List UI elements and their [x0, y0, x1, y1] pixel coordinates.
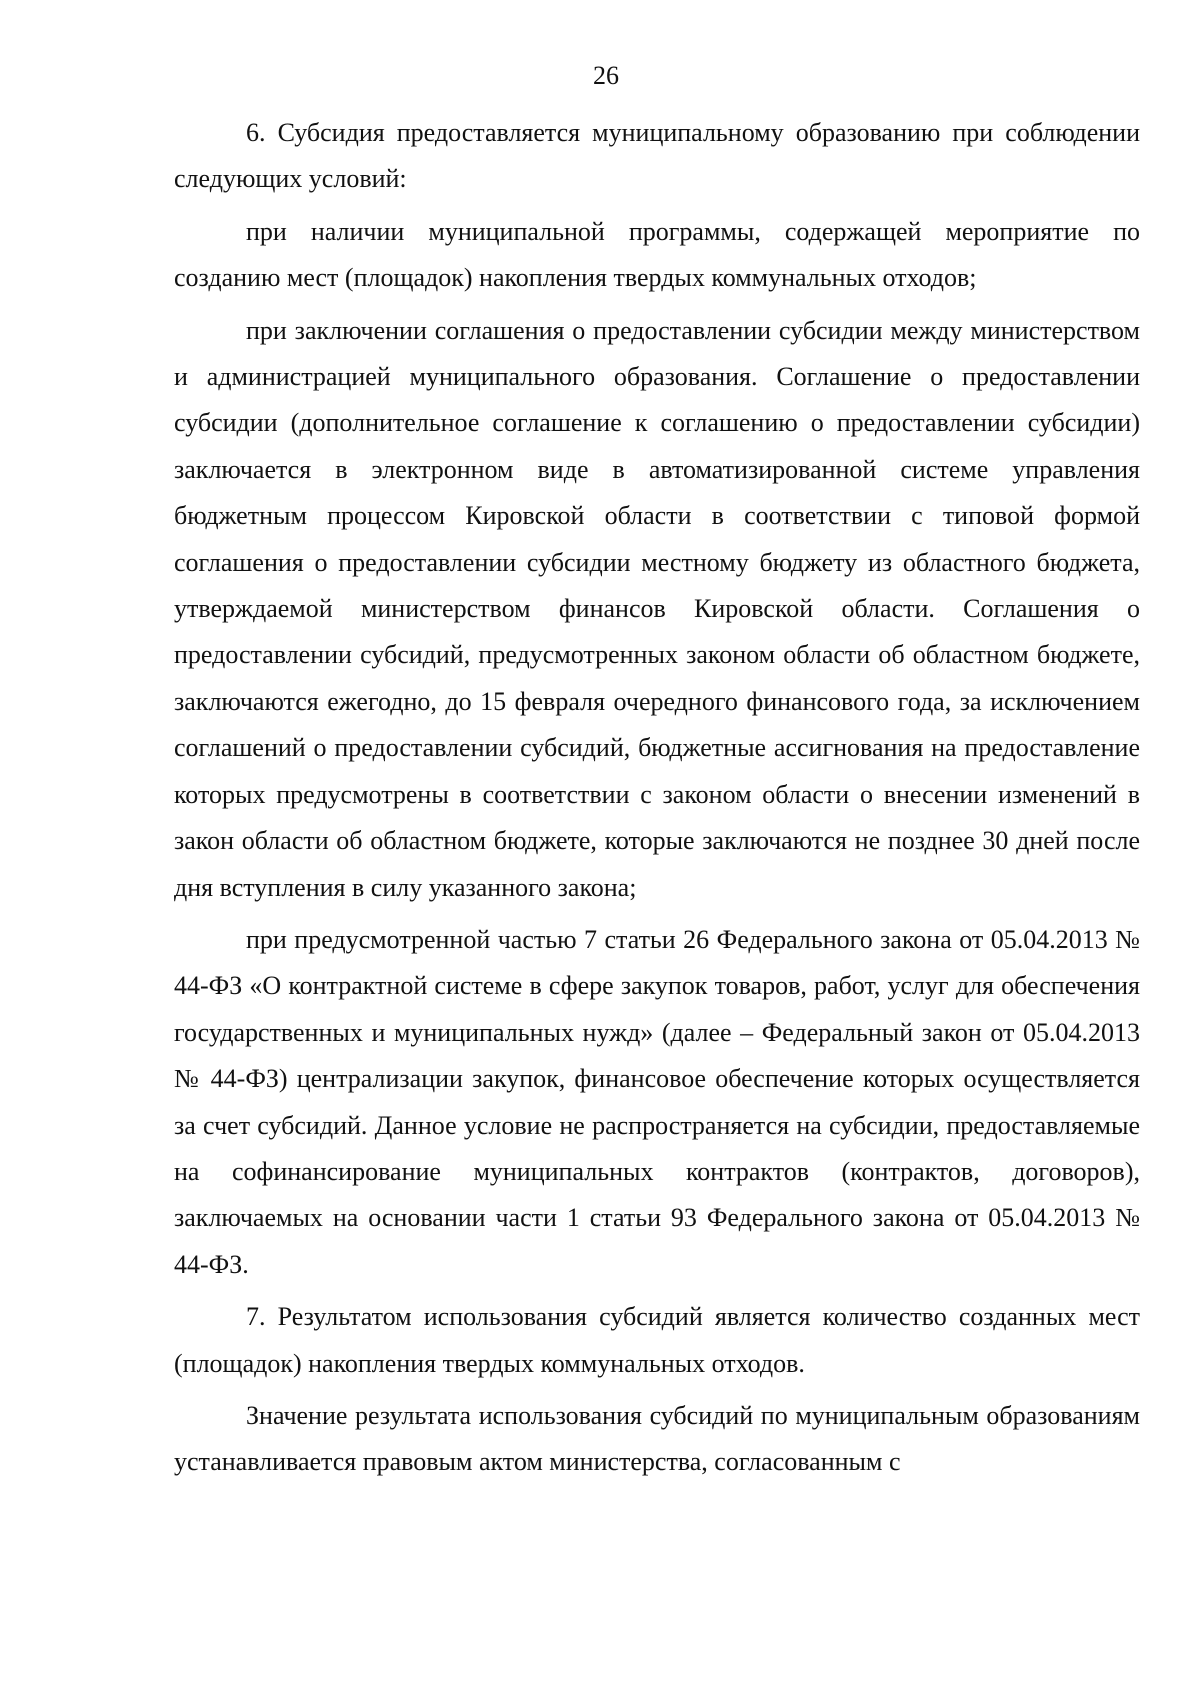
- paragraph-subsidy-conditions: 6. Субсидия предоставляется муниципальному образованию при соблюдении следующих условий:: [174, 118, 1140, 194]
- paragraph-agreement: при заключении соглашения о предоставлении субсидии между министерством и администрацией муниципального образования. Соглашение о предоставлении субсидии (дополнительное соглашение к соглашению о предоставлении субсидии) заключается в электронном виде в автоматизированной системе управления бюджетным процессом Кировской области в соответствии с типовой формой соглашения о предоставлении субсидии местному бюджету из областного бюджета, утверждаемой министерством финансов Кировской области. Соглашения о предоставлении субсидий, предусмотренных законом области об областном бюджете, заключаются ежегодно, до 15 февраля очередного финансового года, за исключением соглашений о предоставлении субсидий, бюджетные ассигнования на предоставление которых предусмотрены в соответствии с законом области о внесении изменений в закон области об областном бюджете, которые заключаются не позднее 30 дней после дня вступления в силу указанного закона;: [174, 315, 1140, 902]
- paragraph-municipal-program: при наличии муниципальной программы, содержащей мероприятие по созданию мест (площадок) накопления твердых коммунальных отходов;: [174, 216, 1140, 293]
- page-number: 26: [593, 61, 619, 90]
- paragraph-result-value: Значение результата использования субсидий по муниципальным образованиям устанавливается правовым актом министерства, согласованным с: [174, 1400, 1140, 1477]
- paragraph-subsidy-result: 7. Результатом использования субсидий является количество созданных мест (площадок) накопления твердых коммунальных отходов.: [174, 1302, 1140, 1378]
- document-body: [174, 110, 1140, 1486]
- paragraph-procurement-centralization: при предусмотренной частью 7 статьи 26 Федерального закона от 05.04.2013 № 44-ФЗ «О контрактной системе в сфере закупок товаров, работ, услуг для обеспечения государственных и муниципальных нужд» (далее – Федеральный закон от 05.04.2013 № 44-ФЗ) централизации закупок, финансовое обеспечение которых осуществляется за счет субсидий. Данное условие не распространяется на субсидии, предоставляемые на софинансирование муниципальных контрактов (контрактов, договоров), заключаемых на основании части 1 статьи 93 Федерального закона от 05.04.2013 № 44-ФЗ.: [174, 924, 1140, 1279]
